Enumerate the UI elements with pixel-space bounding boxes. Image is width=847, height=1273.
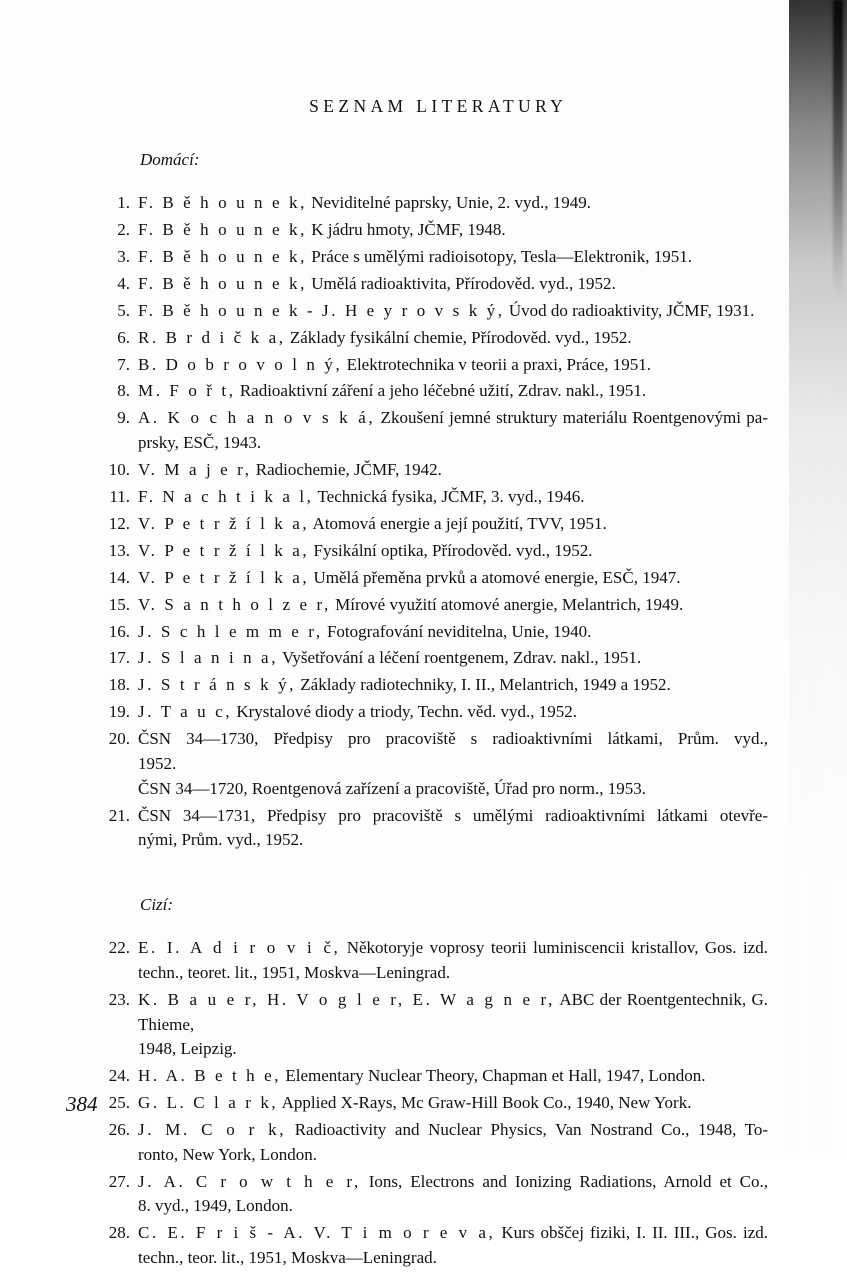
reference-author: M. F o ř t, <box>138 381 236 401</box>
reference-entry-15 <box>104 593 768 618</box>
reference-title: Umělá přeměna prvků a atomové energie, ESČ, 1947. <box>309 567 681 587</box>
reference-list-foreign <box>104 936 768 1271</box>
reference-entry-19 <box>104 700 768 725</box>
reference-text <box>138 274 616 293</box>
reference-number: 17. <box>108 648 130 668</box>
reference-title: Applied X-Rays, Mc Graw-Hill Book Co., 1940, New York. <box>278 1093 692 1113</box>
reference-line <box>138 988 768 1037</box>
reference-author: F. B ě h o u n e k, <box>138 219 307 239</box>
reference-entry-11 <box>104 485 768 510</box>
reference-title: Ions, Electrons and Ionizing Radiations, Arnold et Co., <box>360 1171 769 1191</box>
reference-entry-3 <box>104 245 768 270</box>
reference-entry-23 <box>104 988 768 1062</box>
reference-title: Předpisy pro pracoviště s umělými radioaktivními látkami otevře- <box>255 805 768 825</box>
section-heading-foreign: Cizí: <box>140 895 174 915</box>
reference-text <box>138 595 683 614</box>
reference-continuation: ronto, New York, London. <box>138 1144 317 1164</box>
reference-title: Atomová energie a její použití, TVV, 1951. <box>309 513 607 533</box>
reference-title: Kurs obščej fiziki, I. II. III., Gos. izd. <box>495 1223 768 1243</box>
reference-number: 10. <box>108 460 130 480</box>
reference-number: 1. <box>117 193 130 212</box>
reference-number: 4. <box>117 273 130 293</box>
reference-continuation: 8. vyd., 1949, London. <box>138 1196 293 1216</box>
reference-line <box>138 804 768 829</box>
reference-author: E. I. A d i r o v i č, <box>138 938 341 958</box>
reference-text <box>138 1118 768 1167</box>
reference-title: Fysikální optika, Přírodověd. vyd., 1952. <box>309 540 593 560</box>
reference-author: A. K o c h a n o v s k á, <box>138 408 376 428</box>
reference-title: Radiochemie, JČMF, 1942. <box>251 460 442 480</box>
reference-number: 14. <box>108 567 130 587</box>
reference-author: J. S c h l e m m e r, <box>138 621 323 641</box>
reference-number: 9. <box>117 408 130 428</box>
page-content <box>104 0 768 1273</box>
reference-list-domestic <box>104 191 768 853</box>
reference-title: Základy radiotechniky, I. II., Melantrich, 1949 a 1952. <box>296 675 671 695</box>
reference-entry-5 <box>104 299 768 324</box>
reference-number: 7. <box>117 354 130 374</box>
reference-continuation: nými, Prům. vyd., 1952. <box>138 830 304 850</box>
reference-title: K jádru hmoty, JČMF, 1948. <box>306 219 506 239</box>
reference-number: 2. <box>117 219 130 239</box>
reference-entry-4 <box>104 272 768 297</box>
reference-entry-18 <box>104 673 768 698</box>
reference-number: 12. <box>108 513 130 533</box>
reference-entry-14 <box>104 566 768 591</box>
reference-text <box>138 1221 768 1270</box>
reference-author: C. E. F r i š - A. V. T i m o r e v a, <box>138 1223 496 1243</box>
reference-text <box>138 541 593 560</box>
reference-text <box>138 328 632 347</box>
reference-text <box>138 514 607 533</box>
reference-entry-6 <box>104 326 768 351</box>
reference-number: 16. <box>108 621 130 641</box>
reference-number: 8. <box>117 381 130 401</box>
reference-entry-22 <box>104 936 768 985</box>
reference-entry-12 <box>104 512 768 537</box>
reference-author: J. A. C r o w t h e r, <box>138 1171 361 1191</box>
reference-author: J. M. C o r k, <box>138 1120 287 1139</box>
reference-entry-24 <box>104 1064 768 1089</box>
reference-entry-7 <box>104 353 768 378</box>
reference-entry-20 <box>104 727 768 801</box>
reference-entry-28 <box>104 1221 768 1270</box>
reference-author: V. P e t r ž í l k a, <box>138 513 310 533</box>
reference-number: 19. <box>108 702 130 722</box>
reference-line <box>138 1221 768 1246</box>
reference-text <box>138 804 768 853</box>
section-heading-domestic: Domácí: <box>140 150 200 169</box>
reference-author: F. B ě h o u n e k, <box>138 273 307 293</box>
reference-text <box>138 936 768 985</box>
reference-title: Fotografování neviditelna, Unie, 1940. <box>322 621 592 641</box>
reference-title: Mírové využití atomové anergie, Melantrich, 1949. <box>330 594 684 614</box>
reference-text <box>138 622 591 641</box>
reference-line <box>138 1118 768 1143</box>
reference-continuation: techn., teoret. lit., 1951, Moskva—Leningrad. <box>138 962 451 982</box>
reference-text <box>138 193 591 212</box>
reference-text <box>138 988 768 1062</box>
reference-line <box>138 936 768 961</box>
reference-entry-10 <box>104 458 768 483</box>
reference-title: Vyšetřování a léčení roentgenem, Zdrav. nakl., 1951. <box>278 648 642 668</box>
reference-number: 25. <box>108 1093 130 1113</box>
scan-shadow-artifact <box>789 0 847 1158</box>
reference-entry-21 <box>104 804 768 853</box>
reference-continuation: 1952. <box>138 753 177 773</box>
scan-shadow-edge-artifact <box>833 0 843 300</box>
reference-author: R. B r d i č k a, <box>138 327 286 347</box>
reference-title: Radioactivity and Nuclear Physics, Van Nostrand Co., 1948, To- <box>286 1120 768 1139</box>
reference-entry-2 <box>104 218 768 243</box>
reference-continuation: prsky, ESČ, 1943. <box>138 433 262 453</box>
reference-line <box>138 406 768 431</box>
reference-number: 24. <box>108 1066 130 1086</box>
reference-text <box>138 1093 691 1112</box>
reference-author: ČSN 34—1731, <box>138 805 256 825</box>
reference-author: G. L. C l a r k, <box>138 1093 279 1113</box>
reference-title: Umělá radioaktivita, Přírodověd. vyd., 1952. <box>306 273 616 293</box>
reference-title: Neviditelné paprsky, Unie, 2. vyd., 1949. <box>306 193 592 212</box>
reference-number: 15. <box>108 594 130 614</box>
reference-text <box>138 1170 768 1219</box>
reference-entry-16 <box>104 620 768 645</box>
reference-author: J. S l a n i n a, <box>138 648 279 668</box>
reference-title: Předpisy pro pracoviště s radioaktivními látkami, Prům. vyd., <box>258 729 768 749</box>
reference-text <box>138 727 768 801</box>
reference-number: 26. <box>108 1120 130 1139</box>
reference-title: Radioaktivní záření a jeho léčebné užití, Zdrav. nakl., 1951. <box>235 381 647 401</box>
reference-text <box>138 568 680 587</box>
reference-text <box>138 301 754 320</box>
reference-number: 22. <box>108 938 130 958</box>
reference-number: 6. <box>117 327 130 347</box>
reference-text <box>138 675 671 694</box>
page-number: 384 <box>66 1092 98 1116</box>
reference-number: 23. <box>108 989 130 1009</box>
reference-number: 13. <box>108 540 130 560</box>
reference-title: Někotoryje voprosy teorii luminiscencii kristallov, Gos. izd. <box>340 938 768 958</box>
reference-title: Technická fysika, JČMF, 3. vyd., 1946. <box>313 486 585 506</box>
reference-title: Zkoušení jemné struktury materiálu Roentgenovými pa- <box>375 408 769 428</box>
reference-text <box>138 460 442 479</box>
reference-author: F. B ě h o u n e k, <box>138 246 307 266</box>
reference-title: Krystalové diody a triody, Techn. věd. vyd., 1952. <box>232 702 577 722</box>
reference-title: Elektrotechnika v teorii a praxi, Práce, 1951. <box>342 354 652 374</box>
reference-text <box>138 1066 706 1085</box>
reference-title: Elementary Nuclear Theory, Chapman et Hall, 1947, London. <box>281 1066 706 1086</box>
reference-text <box>138 702 577 721</box>
reference-author: ČSN 34—1730, <box>138 729 259 749</box>
reference-entry-25 <box>104 1091 768 1116</box>
reference-text <box>138 381 646 400</box>
reference-entry-27 <box>104 1170 768 1219</box>
reference-author: F. B ě h o u n e k, <box>138 193 307 212</box>
reference-author: F. B ě h o u n e k - J. H e y r o v s k ý, <box>138 300 505 320</box>
reference-number: 27. <box>108 1171 130 1191</box>
reference-author: V. M a j e r, <box>138 460 252 480</box>
reference-author: J. T a u c, <box>138 702 233 722</box>
page-title: SEZNAM LITERATURY <box>309 96 568 116</box>
reference-author: B. D o b r o v o l n ý, <box>138 354 343 374</box>
reference-title: Práce s umělými radioisotopy, Tesla—Elektronik, 1951. <box>306 246 692 266</box>
reference-entry-26 <box>104 1118 768 1167</box>
reference-text <box>138 487 585 506</box>
reference-entry-8 <box>104 379 768 404</box>
reference-title: Základy fysikální chemie, Přírodověd. vyd., 1952. <box>285 327 632 347</box>
reference-entry-1 <box>104 191 768 216</box>
reference-number: 5. <box>117 300 130 320</box>
reference-number: 18. <box>108 675 130 695</box>
reference-title: ABC der Roentgentechnik, G. Thieme, <box>138 989 768 1034</box>
reference-text <box>138 220 506 239</box>
reference-number: 11. <box>109 486 130 506</box>
reference-text <box>138 406 768 455</box>
reference-author: J. S t r á n s k ý, <box>138 675 297 695</box>
reference-number: 20. <box>108 729 130 749</box>
reference-entry-17 <box>104 646 768 671</box>
reference-entry-13 <box>104 539 768 564</box>
reference-text <box>138 247 692 266</box>
reference-entry-9 <box>104 406 768 455</box>
reference-title: Úvod do radioaktivity, JČMF, 1931. <box>504 300 755 320</box>
reference-number: 3. <box>117 246 130 266</box>
reference-text <box>138 355 651 374</box>
reference-author: V. P e t r ž í l k a, <box>138 567 310 587</box>
reference-text <box>138 648 641 667</box>
reference-author: F. N a c h t i k a l, <box>138 486 314 506</box>
reference-author: V. P e t r ž í l k a, <box>138 540 310 560</box>
reference-author: H. A. B e t h e, <box>138 1066 282 1086</box>
reference-author: V. S a n t h o l z e r, <box>138 594 331 614</box>
reference-secondary-standard: ČSN 34—1720, Roentgenová zařízení a pracoviště, Úřad pro norm., 1953. <box>138 778 646 798</box>
reference-author: K. B a u e r, H. V o g l e r, E. W a g n e r, <box>138 989 555 1009</box>
reference-line <box>138 1170 768 1195</box>
reference-line <box>138 727 768 752</box>
reference-continuation: 1948, Leipzig. <box>138 1039 237 1059</box>
reference-number: 21. <box>108 805 130 825</box>
reference-number: 28. <box>108 1223 130 1243</box>
reference-continuation: techn., teor. lit., 1951, Moskva—Leningrad. <box>138 1248 437 1268</box>
